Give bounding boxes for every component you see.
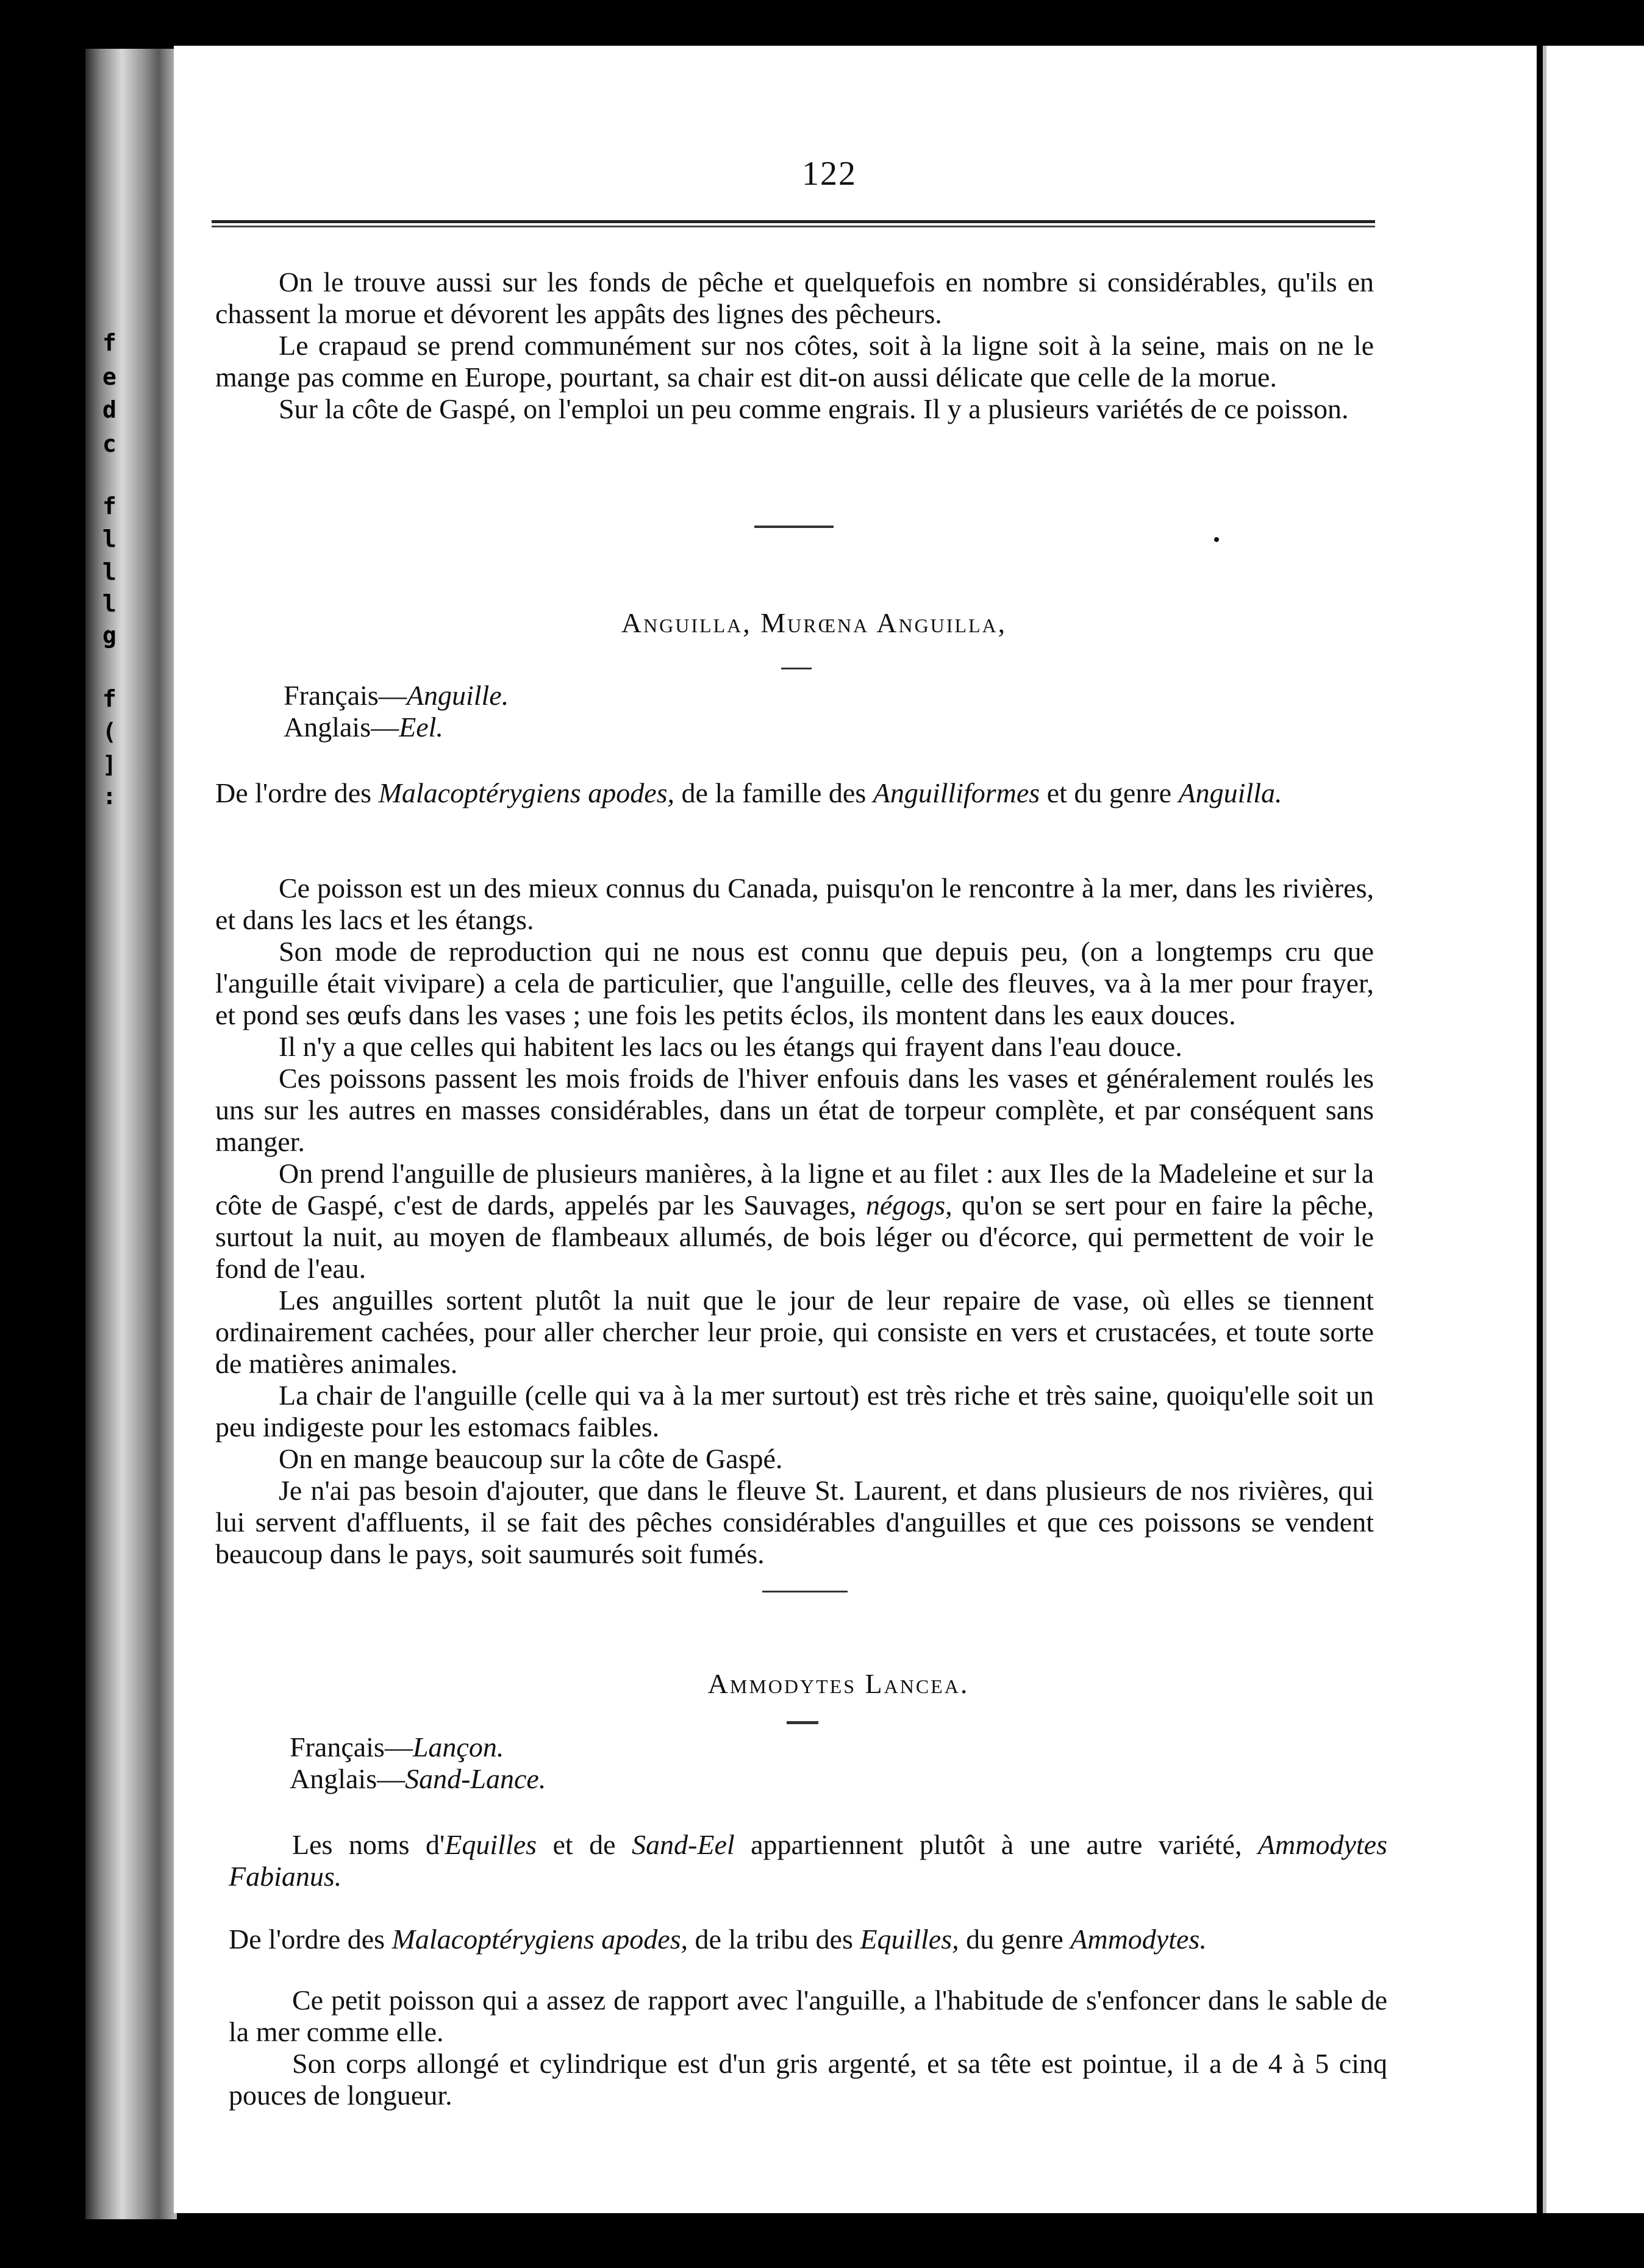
anguilla-description xyxy=(215,872,1374,1570)
classification-text: du genre xyxy=(959,1924,1071,1955)
margin-letter: l xyxy=(102,558,116,585)
body-paragraph: Je n'ai pas besoin d'ajouter, que dans le fleuve St. Laurent, et dans plusieurs de nos rivières, qui lui servent d'affluents, il se fait des pêches considérables d'anguilles et que ces poissons se vendent beaucoup dans le pays, soit saumurés soit fumés. xyxy=(215,1475,1374,1569)
margin-letter: g xyxy=(102,622,116,649)
section-divider xyxy=(762,1591,848,1592)
margin-letter: ] xyxy=(102,751,116,778)
body-paragraph: Ces poissons passent les mois froids de l'hiver enfouis dans les vases et généralement roulés les uns sur les autres en masses considérables, dans un état de torpeur complète, et par conséquent sans manger. xyxy=(215,1063,1374,1157)
french-name: Anguille. xyxy=(406,680,509,711)
italic-term: Ammodytes Fabianus. xyxy=(229,1829,1387,1892)
margin-letter: e xyxy=(102,363,116,390)
margin-letter: l xyxy=(102,590,116,617)
body-paragraph: Il n'y a que celles qui habitent les lacs ou les étangs qui frayent dans l'eau douce. xyxy=(279,1031,1182,1062)
book-page xyxy=(174,46,1537,2213)
genus-name: Anguilla. xyxy=(1178,777,1282,808)
french-label: Français— xyxy=(290,1731,413,1763)
header-rule xyxy=(212,220,1375,227)
classification-text: De l'ordre des xyxy=(229,1924,392,1955)
body-paragraph: La chair de l'anguille (celle qui va à la mer surtout) est très riche et très saine, quoiqu'elle soit un peu indigeste pour les estomacs faibles. xyxy=(215,1380,1374,1442)
heading-rule xyxy=(781,668,812,669)
body-paragraph: Ce petit poisson qui a assez de rapport avec l'anguille, a l'habitude de s'enfoncer dans le sable de la mer comme elle. xyxy=(229,1984,1387,2047)
anguilla-heading: Anguilla, Murœna Anguilla, xyxy=(621,607,1007,638)
margin-letter: d xyxy=(102,396,116,423)
body-paragraph: Les anguilles sortent plutôt la nuit que le jour de leur repaire de vase, où elles se tiennent ordinairement cachées, pour aller chercher leur proie, qui consiste en vers et crustacées, et toute sorte de matières animales. xyxy=(215,1285,1374,1379)
names-paragraph xyxy=(229,1829,1387,1892)
page-number: 122 xyxy=(802,155,857,193)
english-name-line xyxy=(284,711,509,743)
margin-letter: c xyxy=(102,430,116,457)
scan-left-margin xyxy=(0,0,85,2268)
margin-letter: f xyxy=(102,493,116,519)
intro-paragraph: Le crapaud se prend communément sur nos côtes, soit à la ligne soit à la seine, mais on ne le mange pas comme en Europe, pourtant, sa chair est dit-on aussi délicate que celle de la morue. xyxy=(215,330,1374,393)
ammodytes-description xyxy=(229,1984,1387,2111)
ink-speck xyxy=(1214,537,1219,542)
classification-text: et du genre xyxy=(1040,777,1179,808)
classification-paragraph xyxy=(229,1924,1387,1955)
margin-letter: : xyxy=(102,783,116,810)
facing-page-letters xyxy=(91,329,134,817)
body-paragraph xyxy=(215,1158,1374,1285)
body-text: appartiennent plutôt à une autre variété, xyxy=(734,1829,1258,1860)
french-name-line xyxy=(290,1731,546,1763)
margin-letter: ( xyxy=(102,718,116,745)
classification-text: De l'ordre des xyxy=(215,777,379,808)
margin-letter: f xyxy=(102,685,116,712)
facing-page-edge xyxy=(1543,46,1644,2213)
intro-paragraph: Sur la côte de Gaspé, on l'emploi un peu comme engrais. Il y a plusieurs variétés de ce poisson. xyxy=(279,393,1349,424)
margin-letter: f xyxy=(102,329,116,356)
section-divider xyxy=(754,526,834,528)
body-paragraph: Son mode de reproduction qui ne nous est connu que depuis peu, (on a longtemps cru que l'anguille était vivipare) a cela de particulier, que l'anguille, celle des fleuves, va à la mer pour frayer, et pond ses œufs dans les vases ; une fois les petits éclos, ils montent dans les eaux douces. xyxy=(215,936,1374,1030)
ammodytes-heading: Ammodytes Lancea. xyxy=(707,1668,970,1699)
order-name: Malacoptérygiens apodes, xyxy=(378,777,675,808)
english-name: Eel. xyxy=(399,711,443,743)
french-name: Lançon. xyxy=(412,1731,504,1763)
italic-term: Equilles xyxy=(445,1829,537,1860)
tribe-name: Equilles, xyxy=(860,1924,959,1955)
intro-paragraph: On le trouve aussi sur les fonds de pêche et quelquefois en nombre si considérables, qu'ils en chassent la morue et dévorent les appâts des lignes des pêcheurs. xyxy=(215,266,1374,329)
ammodytes-classification xyxy=(229,1924,1387,1955)
body-text: Les noms d' xyxy=(292,1829,445,1860)
body-text: qu'on se sert pour en faire la pêche, surtout la nuit, au moyen de flambeaux allumés, de bois léger ou d'écorce, qui permettent de voir le fond de l'eau. xyxy=(215,1189,1374,1284)
anguilla-common-names xyxy=(284,680,509,743)
english-label: Anglais— xyxy=(290,1763,406,1794)
classification-text: de la famille des xyxy=(674,777,873,808)
french-label: Français— xyxy=(284,680,407,711)
classification-text: de la tribu des xyxy=(688,1924,860,1955)
ammodytes-note xyxy=(229,1829,1387,1892)
intro-section xyxy=(215,266,1374,425)
body-text: et de xyxy=(537,1829,632,1860)
heading-rule xyxy=(787,1721,818,1724)
english-label: Anglais— xyxy=(284,711,399,743)
body-paragraph: Ce poisson est un des mieux connus du Canada, puisqu'on le rencontre à la mer, dans les rivières, et dans les lacs et les étangs. xyxy=(215,872,1374,935)
body-paragraph: On en mange beaucoup sur la côte de Gaspé. xyxy=(279,1443,783,1474)
ammodytes-common-names xyxy=(290,1731,546,1795)
family-name: Anguilliformes xyxy=(873,777,1040,808)
classification-paragraph xyxy=(215,777,1374,809)
body-text: On prend l'anguille de plusieurs manières, à la ligne et au filet : aux Iles de la Madeleine et sur la côte de Gaspé, c'est de dards, appelés par les Sauvages, xyxy=(215,1158,1374,1221)
italic-term: négogs, xyxy=(865,1189,952,1221)
italic-term: Sand-Eel xyxy=(632,1829,735,1860)
english-name: Sand-Lance. xyxy=(405,1763,546,1794)
french-name-line xyxy=(284,680,509,711)
anguilla-classification xyxy=(215,777,1374,809)
order-name: Malacoptérygiens apodes, xyxy=(391,1924,688,1955)
english-name-line xyxy=(290,1763,546,1795)
genus-name: Ammodytes. xyxy=(1070,1924,1207,1955)
margin-letter: l xyxy=(102,526,116,552)
body-paragraph: Son corps allongé et cylindrique est d'un gris argenté, et sa tête est pointue, il a de 4 à 5 cinq pouces de longueur. xyxy=(229,2048,1387,2111)
